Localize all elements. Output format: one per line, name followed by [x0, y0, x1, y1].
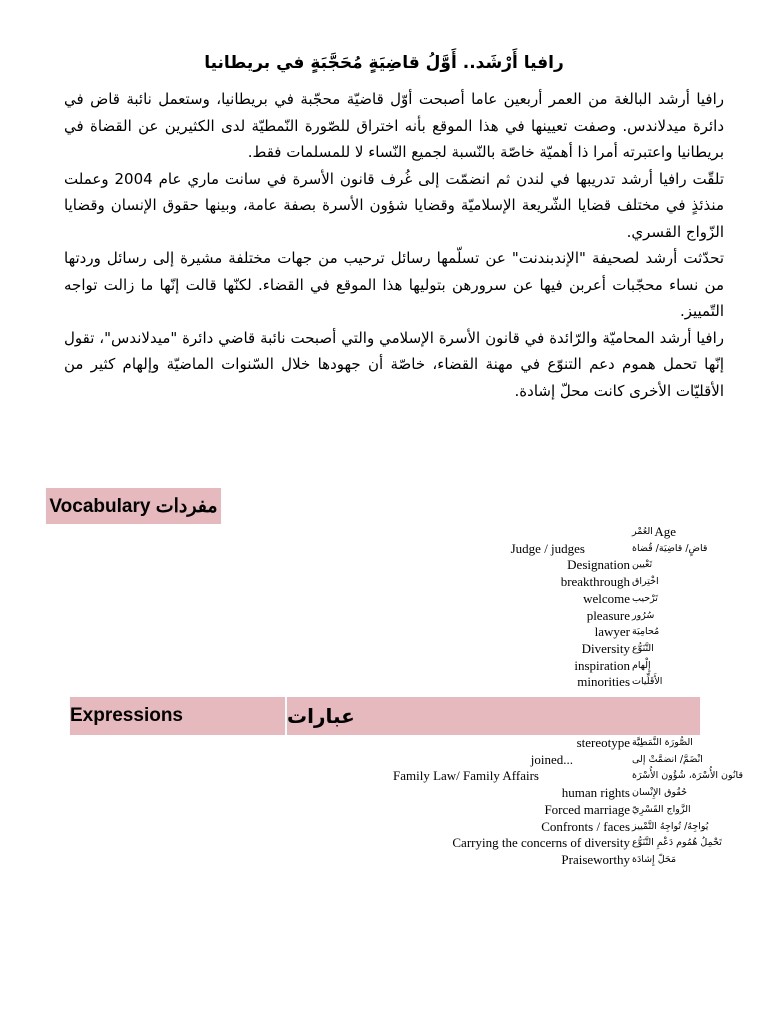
vocab-english: Age [654, 524, 676, 539]
expression-arabic: قانُون الأُسْرَة، شُؤُون الأُسْرَة [632, 770, 743, 782]
article-body [64, 86, 724, 404]
expression-arabic: مَحَلّ إِشادَة [632, 853, 677, 865]
expressions-heading-arabic: عبارات [287, 704, 355, 728]
paragraph: رافيا أرشد البالغة من العمر أربعين عاما أصبحت أوّل قاضيّة محجّبة في بريطانيا، وستعمل نائبة قاض في دائرة ميدلاندس. وصفت تعيينها في هذا الموقع بأنه اختراق للصّورة النّمطيّة لدى الكثيرين عن القضاة في بريطانيا واعتبرته أمرا ذا أهميّة خاصّة بالنّسبة لجميع النّساء لا للمسلمات فقط. [64, 90, 724, 161]
expression-arabic: الزَّواج القَسْرِيّ [632, 803, 691, 815]
vocab-english: lawyer [594, 624, 630, 640]
vocab-arabic: التَّنَوُّع [632, 642, 654, 654]
expressions-heading-english: Expressions [70, 705, 183, 726]
vocab-item [0, 641, 768, 658]
expression-arabic: حُقُوق الإِنْسان [632, 787, 688, 799]
expression-item [0, 819, 768, 836]
expression-english: Praiseworthy [561, 851, 630, 867]
vocab-arabic: العُمْر [632, 526, 653, 537]
vocab-item [0, 624, 768, 641]
vocab-item [0, 608, 768, 625]
vocab-item [0, 541, 768, 558]
expression-english: joined... [530, 751, 573, 767]
vocab-arabic: تَرْحيب [632, 592, 658, 604]
expression-arabic: يُواجِهُ/ تُواجِهُ التَّمْييز [632, 820, 709, 832]
expression-english: stereotype [576, 735, 630, 750]
vocab-arabic: الأَقَلِّيات [632, 676, 663, 688]
expression-english: Forced marriage [544, 801, 630, 817]
expression-english: Family Law/ Family Affairs [393, 768, 539, 784]
expression-item [0, 802, 768, 819]
vocab-english: minorities [577, 674, 630, 690]
vocab-item [0, 574, 768, 591]
vocab-english: pleasure [586, 607, 630, 623]
expression-arabic: تَحْمِلُ هُمُوم دَعْمِ التَّنَوُّع [632, 837, 722, 849]
vocab-item [0, 557, 768, 574]
vocab-arabic: إِلْهام [632, 659, 651, 671]
vocab-arabic: مُحامِيَة [632, 626, 660, 638]
vocab-english: Judge / judges [510, 540, 585, 556]
expression-english: human rights [561, 785, 630, 801]
expression-item [0, 785, 768, 802]
expression-item [0, 752, 768, 769]
vocab-english: breakthrough [560, 574, 630, 590]
paragraph: رافيا أرشد المحاميّة والرّائدة في قانون الأسرة الإسلامي والتي أصبحت نائبة قاضي دائرة "ميدلاندس"، تقول إنّها تحمل هموم دعم التنوّع في مهنة القضاء، خاصّة أن جهودها خلال السّنوات الماضيّة وإلهام كثير من الأقليّات الأخرى كانت محلّ إشادة. [64, 328, 724, 400]
expression-english: Confronts / faces [541, 818, 630, 834]
expression-arabic: الصُّورَة النَّمَطِيَّة [632, 737, 693, 748]
vocab-arabic: سُرُور [632, 609, 655, 621]
vocab-english: Designation [567, 557, 630, 573]
vocab-item [0, 674, 768, 691]
vocab-item [0, 658, 768, 675]
article-title: رافيا أَرْشَد.. أَوَّلُ قاضِيَةٍ مُحَجَّبَةٍ في بريطانيا [204, 53, 564, 73]
vocab-arabic: تَعْيين [632, 559, 653, 571]
expression-arabic: انْضَمَّ/ انضمَّتْ إلى [632, 753, 703, 765]
expression-english: Carrying the concerns of diversity [452, 835, 630, 851]
expression-item [0, 768, 768, 785]
vocab-english: welcome [583, 590, 630, 606]
paragraph: تلقّت رافيا أرشد تدريبها في لندن ثم انضمّت إلى غُرف قانون الأسرة في سانت ماري عام 2004 وعملت منذئذٍ في مختلف قضايا الشّريعة الإسلاميّة وقضايا شؤون الأسرة بصفة عامة، وبينها حقوق الإنسان وقضايا الزّواج القسري. [64, 169, 724, 241]
vocab-item [0, 524, 768, 541]
expression-item [0, 835, 768, 852]
expressions-heading-bar [70, 697, 700, 735]
vocab-english: inspiration [574, 657, 630, 673]
vocabulary-heading: مفردات Vocabulary [46, 488, 221, 524]
expression-item [0, 852, 768, 869]
vocab-arabic: اخْتِراق [632, 576, 659, 588]
expression-item [0, 735, 768, 752]
vocab-arabic: قاضٍ/ قاضِيَة/ قُضاة [632, 542, 708, 554]
paragraph: تحدّثت أرشد لصحيفة "الإندبندنت" عن تسلّمها رسائل ترحيب من جهات مختلفة مشيرة إلى رسائل وردتها من نساء محجّبات أعربن فيها عن سرورهن بتوليها هذا الموقع في القضاء. لكنّها قالت إنّها ما زالت تواجه التّمييز. [64, 249, 724, 320]
vocab-english: Diversity [581, 640, 630, 656]
vocab-item [0, 591, 768, 608]
